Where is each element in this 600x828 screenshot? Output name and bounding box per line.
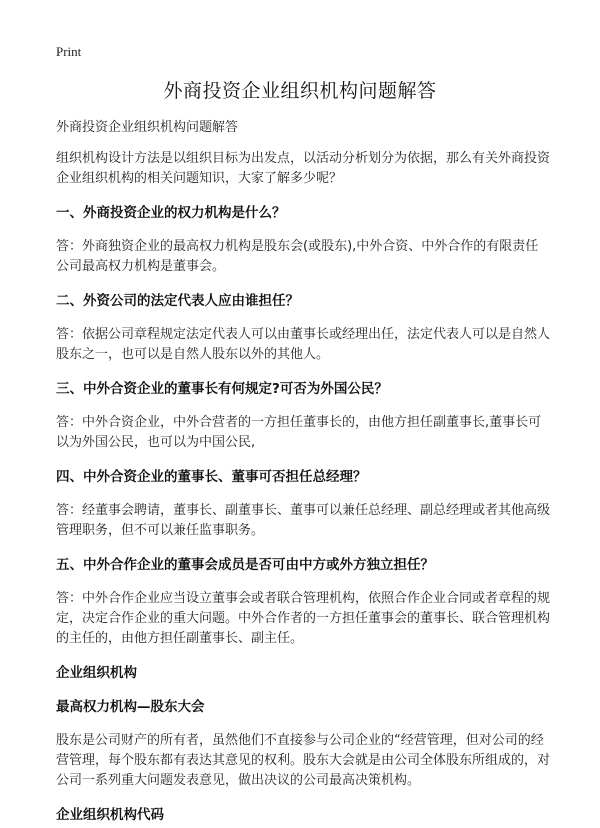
- question-4-heading: 四、中外合资企业的董事长、董事可否担任总经理？: [56, 469, 367, 485]
- article-subtitle: 外商投资企业组织机构问题解答: [56, 120, 239, 135]
- answer-4-paragraph: 答：经董事会聘请，董事长、副董事长、董事可以兼任总经理、副总经理或者其他高级管理职务，但不可以兼任监事职务。: [56, 503, 551, 538]
- question-5-heading: 五、中外合作企业的董事会成员是否可由中方或外方独立担任？: [56, 557, 434, 573]
- answer-5-paragraph: 答：中外合作企业应当设立董事会或者联合管理机构，依照合作企业合同或者章程的规定，决定合作企业的重大问题。中外合作者的一方担任董事会的董事长、联合管理机构的主任的，由他方担任副董事长、副主任。: [56, 591, 551, 646]
- article-body: [56, 118, 550, 825]
- shareholders-paragraph: 股东是公司财产的所有者，虽然他们不直接参与公司企业的“经营管理，但对公司的经营管理，每个股东都有表达其意见的权利。股东大会就是由公司全体股东所组成的，对公司一系列重大问题发表意见，做出决议的公司最高决策机构。: [56, 733, 551, 788]
- section-heading-org-code: 企业组织机构代码: [56, 807, 164, 823]
- answer-2-paragraph: 答：依据公司章程规定法定代表人可以由董事长或经理出任，法定代表人可以是自然人股东之一，也可以是自然人股东以外的其他人。: [56, 327, 551, 362]
- question-1-heading: 一、外商投资企业的权力机构是什么？: [56, 205, 286, 221]
- question-2-heading: 二、外资公司的法定代表人应由谁担任？: [56, 293, 299, 309]
- intro-paragraph: 组织机构设计方法是以组织目标为出发点，以活动分析划分为依据，那么有关外商投资企业组织机构的相关问题知识，大家了解多少呢？: [56, 151, 551, 186]
- page-title: 外商投资企业组织机构问题解答: [163, 80, 437, 102]
- print-link[interactable]: Print: [56, 44, 82, 59]
- section-heading-org: 企业组织机构: [56, 665, 137, 681]
- question-3-heading: 三、中外合资企业的董事长有何规定?可否为外国公民？: [56, 381, 388, 397]
- answer-3-paragraph: 答：中外合资企业，中外合营者的一方担任董事长的，由他方担任副董事长,董事长可以为外国公民，也可以为中国公民,: [56, 415, 542, 450]
- answer-1-paragraph: 答：外商独资企业的最高权力机构是股东会(或股东),中外合资、中外合作的有限责任公司最高权力机构是董事会。: [56, 239, 539, 274]
- section-heading-shareholders: 最高权力机构—股东大会: [56, 699, 205, 715]
